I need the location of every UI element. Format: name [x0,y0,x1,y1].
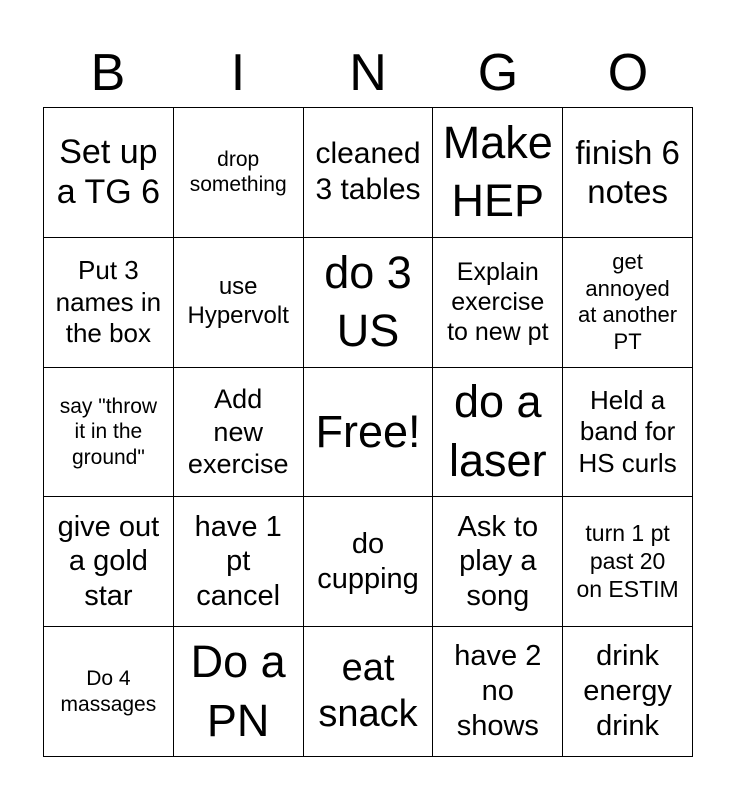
bingo-square-label: Held a band for HS curls [578,385,677,478]
bingo-square-label: Ask to play a song [457,510,539,613]
bingo-square-r4c2[interactable] [174,497,304,627]
bingo-square-label: do cupping [317,527,419,595]
bingo-square-r3c1[interactable] [44,368,174,498]
bingo-square-r5c2[interactable] [174,627,304,757]
bingo-square-r1c3[interactable] [304,108,434,238]
bingo-square-r1c2[interactable] [174,108,304,238]
header-letter-i: I [230,44,246,102]
bingo-square-label: Do a PN [190,636,286,746]
bingo-square-r4c5[interactable] [563,497,693,627]
bingo-square-label: have 1 pt cancel [194,510,282,613]
bingo-square-label: Put 3 names in the box [55,255,162,348]
bingo-square-label: do 3 US [324,246,412,357]
bingo-square-label: finish 6 notes [575,133,680,211]
bingo-square-r2c5[interactable] [563,238,693,368]
bingo-header [43,40,693,106]
bingo-square-label: Do 4 massages [60,667,157,716]
bingo-square-r5c4[interactable] [433,627,563,757]
header-letter-g: G [477,44,519,102]
bingo-square-label: drink energy drink [583,640,672,742]
bingo-square-label: get annoyed at another PT [578,249,678,354]
bingo-square-r5c1[interactable] [44,627,174,757]
bingo-square-r2c4[interactable] [433,238,563,368]
bingo-square-label: use Hypervolt [187,273,289,330]
bingo-square-r2c2[interactable] [174,238,304,368]
bingo-square-r4c3[interactable] [304,497,434,627]
bingo-card [43,107,693,757]
bingo-square-r1c4[interactable] [433,108,563,238]
bingo-square-label: say "throw it in the ground" [59,395,158,469]
bingo-square-r4c1[interactable] [44,497,174,627]
bingo-square-r3c3[interactable] [304,368,434,498]
header-letter-b: B [90,44,126,102]
bingo-square-r2c3[interactable] [304,238,434,368]
bingo-square-label: Add new exercise [187,384,289,480]
bingo-square-label: have 2 no shows [454,640,542,742]
bingo-square-label: give out a gold star [57,510,160,613]
header-letter-n: N [349,44,387,102]
bingo-square-r1c1[interactable] [44,108,174,238]
bingo-square-label: Make HEP [442,116,553,227]
bingo-square-label: do a laser [449,376,547,486]
bingo-square-label: Set up a TG 6 [56,132,161,212]
bingo-square-r1c5[interactable] [563,108,693,238]
bingo-square-label: cleaned 3 tables [315,137,421,207]
bingo-square-label: eat snack [318,647,418,735]
bingo-square-r4c4[interactable] [433,497,563,627]
bingo-square-r3c2[interactable] [174,368,304,498]
bingo-square-r2c1[interactable] [44,238,174,368]
bingo-square-r3c4[interactable] [433,368,563,498]
header-letter-o: O [607,44,649,102]
bingo-square-label: drop something [189,148,287,197]
bingo-square-label: turn 1 pt past 20 on ESTIM [576,520,679,602]
bingo-square-r5c3[interactable] [304,627,434,757]
bingo-square-r3c5[interactable] [563,368,693,498]
bingo-square-label: Explain exercise to new pt [447,258,549,347]
bingo-square-label: Free! [315,405,421,457]
bingo-square-r5c5[interactable] [563,627,693,757]
